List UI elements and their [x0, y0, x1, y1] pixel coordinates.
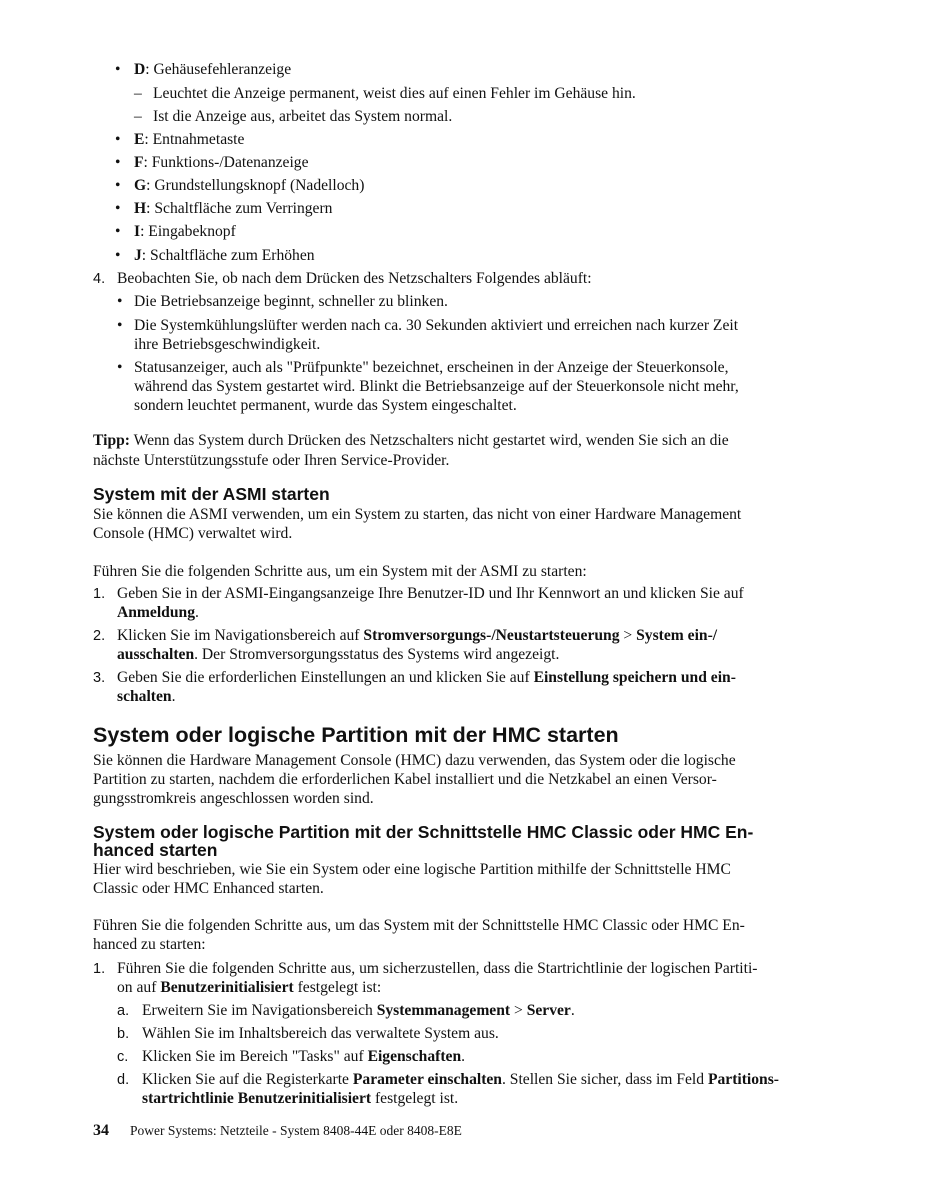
dash-marker: –	[134, 85, 142, 102]
list-subitem: Ist die Anzeige aus, arbeitet das System normal.	[153, 108, 453, 125]
list-item: I: Eingabeknopf	[134, 223, 236, 240]
list-item: Die Systemkühlungslüfter werden nach ca. 30 Sekunden aktiviert und erreichen nach kurzer Zeit	[134, 317, 739, 334]
list-item: Die Betriebsanzeige beginnt, schneller zu blinken.	[134, 293, 448, 310]
substep-letter: a.	[117, 1003, 130, 1019]
bullet-marker: •	[117, 293, 123, 310]
bullet-marker: •	[117, 317, 123, 334]
section-heading-hmc: System oder logische Partition mit der HMC starten	[93, 723, 619, 747]
substep-text: Klicken Sie auf die Registerkarte Parameter einschalten. Stellen Sie sicher, dass im Feld Partitions-	[142, 1071, 779, 1088]
substep-text: Klicken Sie im Bereich "Tasks" auf Eigenschaften.	[142, 1048, 466, 1065]
document-page: • D: Gehäusefehleranzeige – Leuchtet die Anzeige permanent, weist dies auf einen Fehler im Gehäuse hin. – Ist die Anzeige aus, arbeitet das System normal. • E: Entnahmetaste • F: Funktions-/Datenanzeige • G: Grundstellungsknopf (Nadelloch) • H: Schaltfläche zum Verringern • I: Eingabeknopf • J: Schaltfläche zum Erhöhen 4. Beobachten Sie, ob nach dem Drücken des Netzschalters Folgendes abläuft: • Die Betriebsanzeige beginnt, schneller zu blinken. • Die Systemkühlungslüfter werden nach ca. 30 Sekunden aktiviert und erreichen nach kurzer Zeit ihre Betriebsgeschwindigkeit. • Statusanzeiger, auch als "Prüfpunkte" bezeichnet, erscheinen in der Anzeige der Steuerkonsole, während das System gestartet wird. Blinkt die Betriebsanzeige auf der Steuerkonsole nicht mehr, sondern leuchtet permanent, wurde das System eingeschaltet. Tipp: Wenn das System durch Drücken des Netzschalters nicht gestartet wird, wenden Sie sich an die nächste Unterstützungsstufe oder Ihren Service-Provider. System mit der ASMI starten Sie können die ASMI verwenden, um ein System zu starten, das nicht von einer Hardware Management Console (HMC) verwaltet wird. Führen Sie die folgenden Schritte aus, um ein System mit der ASMI zu starten: 1. Geben Sie in der ASMI-Eingangsanzeige Ihre Benutzer-ID und Ihr Kennwort an und klicken Sie auf Anmeldung. 2. Klicken Sie im Navigationsbereich auf Stromversorgungs-/Neustartsteuerung > System ein-/ ausschalten. Der Stromversorgungsstatus des Systems wird angezeigt. 3. Geben Sie die erforderlichen Einstellungen an und klicken Sie auf Einstellung speichern und ein- schalten. System oder logische Partition mit der HMC starten Sie können die Hardware Management Console (HMC) dazu verwenden, das System oder die logische Partition zu starten, nachdem die erforderlichen Kabel installiert und die Netzkabel an einen Versor- gungsstromkreis angeschlossen worden sind. System oder logische Partition mit der Schnittstelle HMC Classic oder HMC En- hanced starten Hier wird beschrieben, wie Sie ein System oder eine logische Partition mithilfe der Schnittstelle HMC Classic oder HMC Enhanced starten. Führen Sie die folgenden Schritte aus, um das System mit der Schnittstelle HMC Classic oder HMC En- hanced zu starten: 1. Führen Sie die folgenden Schritte aus, um sicherzustellen, dass die Startrichtlinie der logischen Partiti- on auf Benutzerinitialisiert festgelegt ist: a. Erweitern Sie im Navigationsbereich Systemmanagement > Server. b. Wählen Sie im Inhaltsbereich das verwaltete System aus. c. Klicken Sie im Bereich "Tasks" auf Eigenschaften. d. Klicken Sie auf die Registerkarte Parameter einschalten. Stellen Sie sicher, dass im Feld Partitions- startrichtlinie Benutzerinitialisiert festgelegt ist. 34 Power Systems: Netzteile - System 8408-44E oder 8408-E8E	[93, 61, 779, 1139]
dash-marker: –	[134, 108, 142, 125]
section-heading-classic-cont: hanced starten	[93, 840, 218, 860]
step-text: schalten.	[117, 688, 176, 705]
step-text: Führen Sie die folgenden Schritte aus, um sicherzustellen, dass die Startrichtlinie der logischen Partiti-	[117, 960, 758, 977]
list-item-continuation: während das System gestartet wird. Blinkt die Betriebsanzeige auf der Steuerkonsole nicht mehr,	[134, 378, 739, 395]
list-item-continuation: ihre Betriebsgeschwindigkeit.	[134, 336, 321, 353]
list-item: F: Funktions-/Datenanzeige	[134, 154, 309, 171]
step-number: 3.	[93, 670, 106, 686]
list-item: Statusanzeiger, auch als "Prüfpunkte" bezeichnet, erscheinen in der Anzeige der Steuerkonsole,	[134, 359, 729, 376]
substep-text: startrichtlinie Benutzerinitialisiert festgelegt ist.	[142, 1090, 459, 1107]
step-text: Anmeldung.	[117, 604, 199, 621]
section-heading-classic: System oder logische Partition mit der Schnittstelle HMC Classic oder HMC En-	[93, 822, 754, 842]
footer-text: Power Systems: Netzteile - System 8408-44E oder 8408-E8E	[130, 1123, 462, 1138]
paragraph: Führen Sie die folgenden Schritte aus, um ein System mit der ASMI zu starten:	[93, 563, 587, 580]
step-text: Geben Sie die erforderlichen Einstellungen an und klicken Sie auf Einstellung speichern und ein-	[117, 669, 736, 686]
substep-text: Erweitern Sie im Navigationsbereich Systemmanagement > Server.	[142, 1002, 575, 1019]
list-item: G: Grundstellungsknopf (Nadelloch)	[134, 177, 365, 194]
step-text: Geben Sie in der ASMI-Eingangsanzeige Ihre Benutzer-ID und Ihr Kennwort an und klicken Sie auf	[117, 585, 744, 602]
list-item: H: Schaltfläche zum Verringern	[134, 200, 333, 217]
paragraph: gungsstromkreis angeschlossen worden sind.	[93, 790, 374, 807]
bullet-marker: •	[115, 200, 121, 217]
step-text: ausschalten. Der Stromversorgungsstatus des Systems wird angezeigt.	[117, 646, 560, 663]
substep-text: Wählen Sie im Inhaltsbereich das verwaltete System aus.	[142, 1025, 499, 1042]
step-text: Klicken Sie im Navigationsbereich auf Stromversorgungs-/Neustartsteuerung > System ein-/	[117, 627, 718, 644]
bullet-marker: •	[115, 177, 121, 194]
bullet-marker: •	[115, 131, 121, 148]
tip-label: Tipp:	[93, 432, 130, 449]
bullet-marker: •	[115, 154, 121, 171]
paragraph: Sie können die ASMI verwenden, um ein System zu starten, das nicht von einer Hardware Management	[93, 506, 742, 523]
list-subitem: Leuchtet die Anzeige permanent, weist dies auf einen Fehler im Gehäuse hin.	[153, 85, 636, 102]
list-item: D: Gehäusefehleranzeige	[134, 61, 292, 78]
list-item: J: Schaltfläche zum Erhöhen	[134, 247, 315, 264]
step-text: Beobachten Sie, ob nach dem Drücken des Netzschalters Folgendes abläuft:	[117, 270, 592, 287]
paragraph: Console (HMC) verwaltet wird.	[93, 525, 293, 542]
paragraph: Classic oder HMC Enhanced starten.	[93, 880, 324, 897]
substep-letter: b.	[117, 1026, 130, 1042]
paragraph: Hier wird beschrieben, wie Sie ein System oder eine logische Partition mithilfe der Schnittstelle HMC	[93, 861, 731, 878]
bullet-marker: •	[117, 359, 123, 376]
step-text: on auf Benutzerinitialisiert festgelegt ist:	[117, 979, 382, 996]
paragraph: Führen Sie die folgenden Schritte aus, um das System mit der Schnittstelle HMC Classic oder HMC En-	[93, 917, 745, 934]
paragraph: hanced zu starten:	[93, 936, 206, 953]
bullet-marker: •	[115, 61, 121, 78]
substep-letter: d.	[117, 1072, 130, 1088]
paragraph: Sie können die Hardware Management Console (HMC) dazu verwenden, das System oder die logische	[93, 752, 736, 769]
substep-letter: c.	[117, 1049, 129, 1065]
step-number: 4.	[93, 271, 106, 287]
bullet-marker: •	[115, 223, 121, 240]
page-number: 34	[93, 1122, 109, 1139]
step-number: 1.	[93, 961, 106, 977]
step-number: 2.	[93, 628, 106, 644]
list-item: E: Entnahmetaste	[134, 131, 245, 148]
paragraph: Partition zu starten, nachdem die erforderlichen Kabel installiert und die Netzkabel an einen Versor-	[93, 771, 717, 788]
list-item-continuation: sondern leuchtet permanent, wurde das System eingeschaltet.	[134, 397, 517, 414]
bullet-marker: •	[115, 247, 121, 264]
section-heading-asmi: System mit der ASMI starten	[93, 484, 330, 504]
step-number: 1.	[93, 586, 106, 602]
